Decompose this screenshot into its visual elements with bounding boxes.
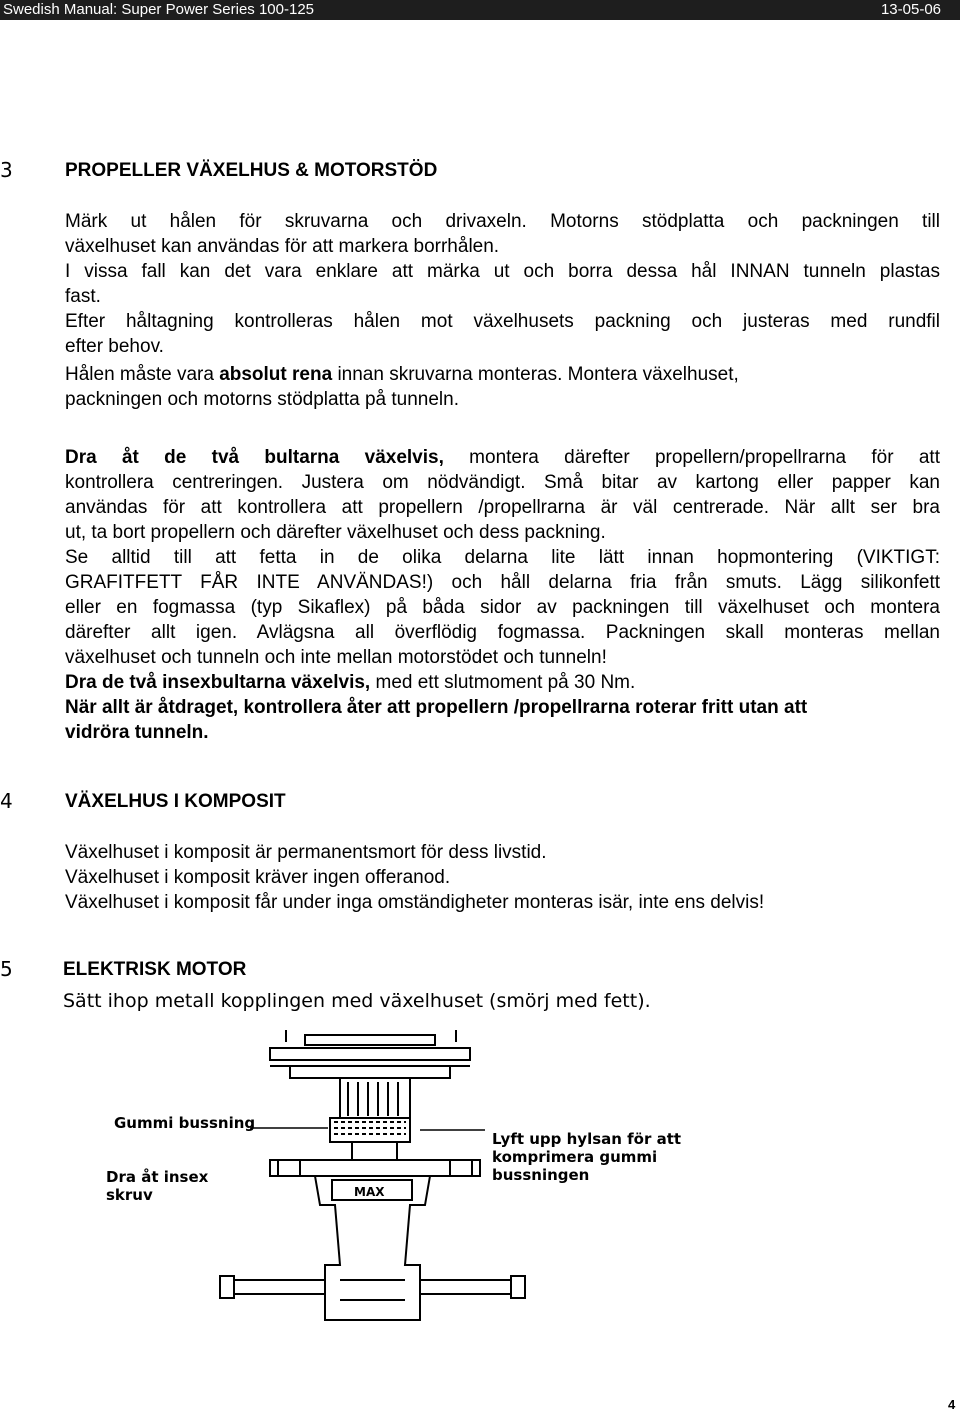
section-3-para-2: Hålen måste vara absolut rena innan skruvarna monteras. Montera växelhuset, packningen och motorns stödplatta på tunneln. — [65, 364, 739, 410]
right-shaft — [420, 1280, 515, 1294]
section-4-title: VÄXELHUS I KOMPOSIT — [65, 791, 286, 812]
label-lyft-upp-hylsan: Lyft upp hylsan för att komprimera gummi bussningen — [492, 1130, 682, 1184]
base-plate — [270, 1160, 480, 1176]
section-4-body: Växelhuset i komposit är permanentsmort för dess livstid. Växelhuset i komposit kräver ingen offeranod. Växelhuset i komposit får under inga omständigheter monteras isär, inte ens delvis! — [65, 842, 765, 913]
left-shaft — [230, 1280, 325, 1294]
section-3-para-3: Dra åt de två bultarna växelvis, montera därefter propellern/propellrarna för att kontrollera centreringen. Justera om nödvändigt. Små bitar av kartong eller papper kan användas för att kontrollera att propellern /propellrarna är väl centrerade. När allt ser bra ut, ta bort propellern och därefter växelhuset och dess packning. Se alltid till att fetta in de olika delarna lite lätt innan hopmontering (VIKTIGT: GRAFITFETT FÅR INTE ANVÄNDAS!) och håll delarna fria från smuts. Lägg silikonfett eller en fogmassa (typ Sikaflex) på båda sidor av packningen till växelhuset och montera därefter allt igen. Avlägsna all överflödig fogmassa. Packningen skall monteras mellan växelhuset och tunneln och inte mellan motorstödet och tunneln! Dra de två insexbultarna växelvis, med ett slutmoment på 30 Nm. När allt är åtdraget, kontrollera åter att propellern /propellrarna roterar fritt utan att vidröra tunneln. — [65, 447, 940, 743]
section-3-para-1: Märk ut hålen för skruvarna och drivaxeln. Motorns stödplatta och packningen till växelhuset kan användas för att markera borrhålen. I vissa fall kan det vara enklare att märka ut och borra dessa hål INNAN tunneln plastas fast. Efter håltagning kontrolleras hålen mot växelhusets packning och justeras med rundfil efter behov. — [65, 211, 940, 357]
header-date: 13-05-06 — [880, 1, 941, 18]
header-title: Swedish Manual: Super Power Series 100-125 — [3, 1, 315, 18]
motor-plate — [270, 1048, 470, 1060]
gearbox-brand: MAX — [354, 1185, 385, 1199]
section-5-body: Sätt ihop metall kopplingen med växelhuset (smörj med fett). — [63, 990, 651, 1012]
section-3-title: PROPELLER VÄXELHUS & MOTORSTÖD — [65, 160, 438, 181]
section-4-number: 4 — [0, 789, 13, 813]
section-5-number: 5 — [0, 957, 13, 981]
label-gummi-bussning: Gummi bussning — [114, 1114, 256, 1132]
page-header — [0, 0, 960, 20]
section-3-number: 3 — [0, 158, 13, 182]
page-number: 4 — [948, 1397, 956, 1412]
section-5-title: ELEKTRISK MOTOR — [63, 959, 247, 980]
label-dra-at-insex: Dra åt insex skruv — [106, 1168, 209, 1204]
coupling — [340, 1078, 410, 1118]
